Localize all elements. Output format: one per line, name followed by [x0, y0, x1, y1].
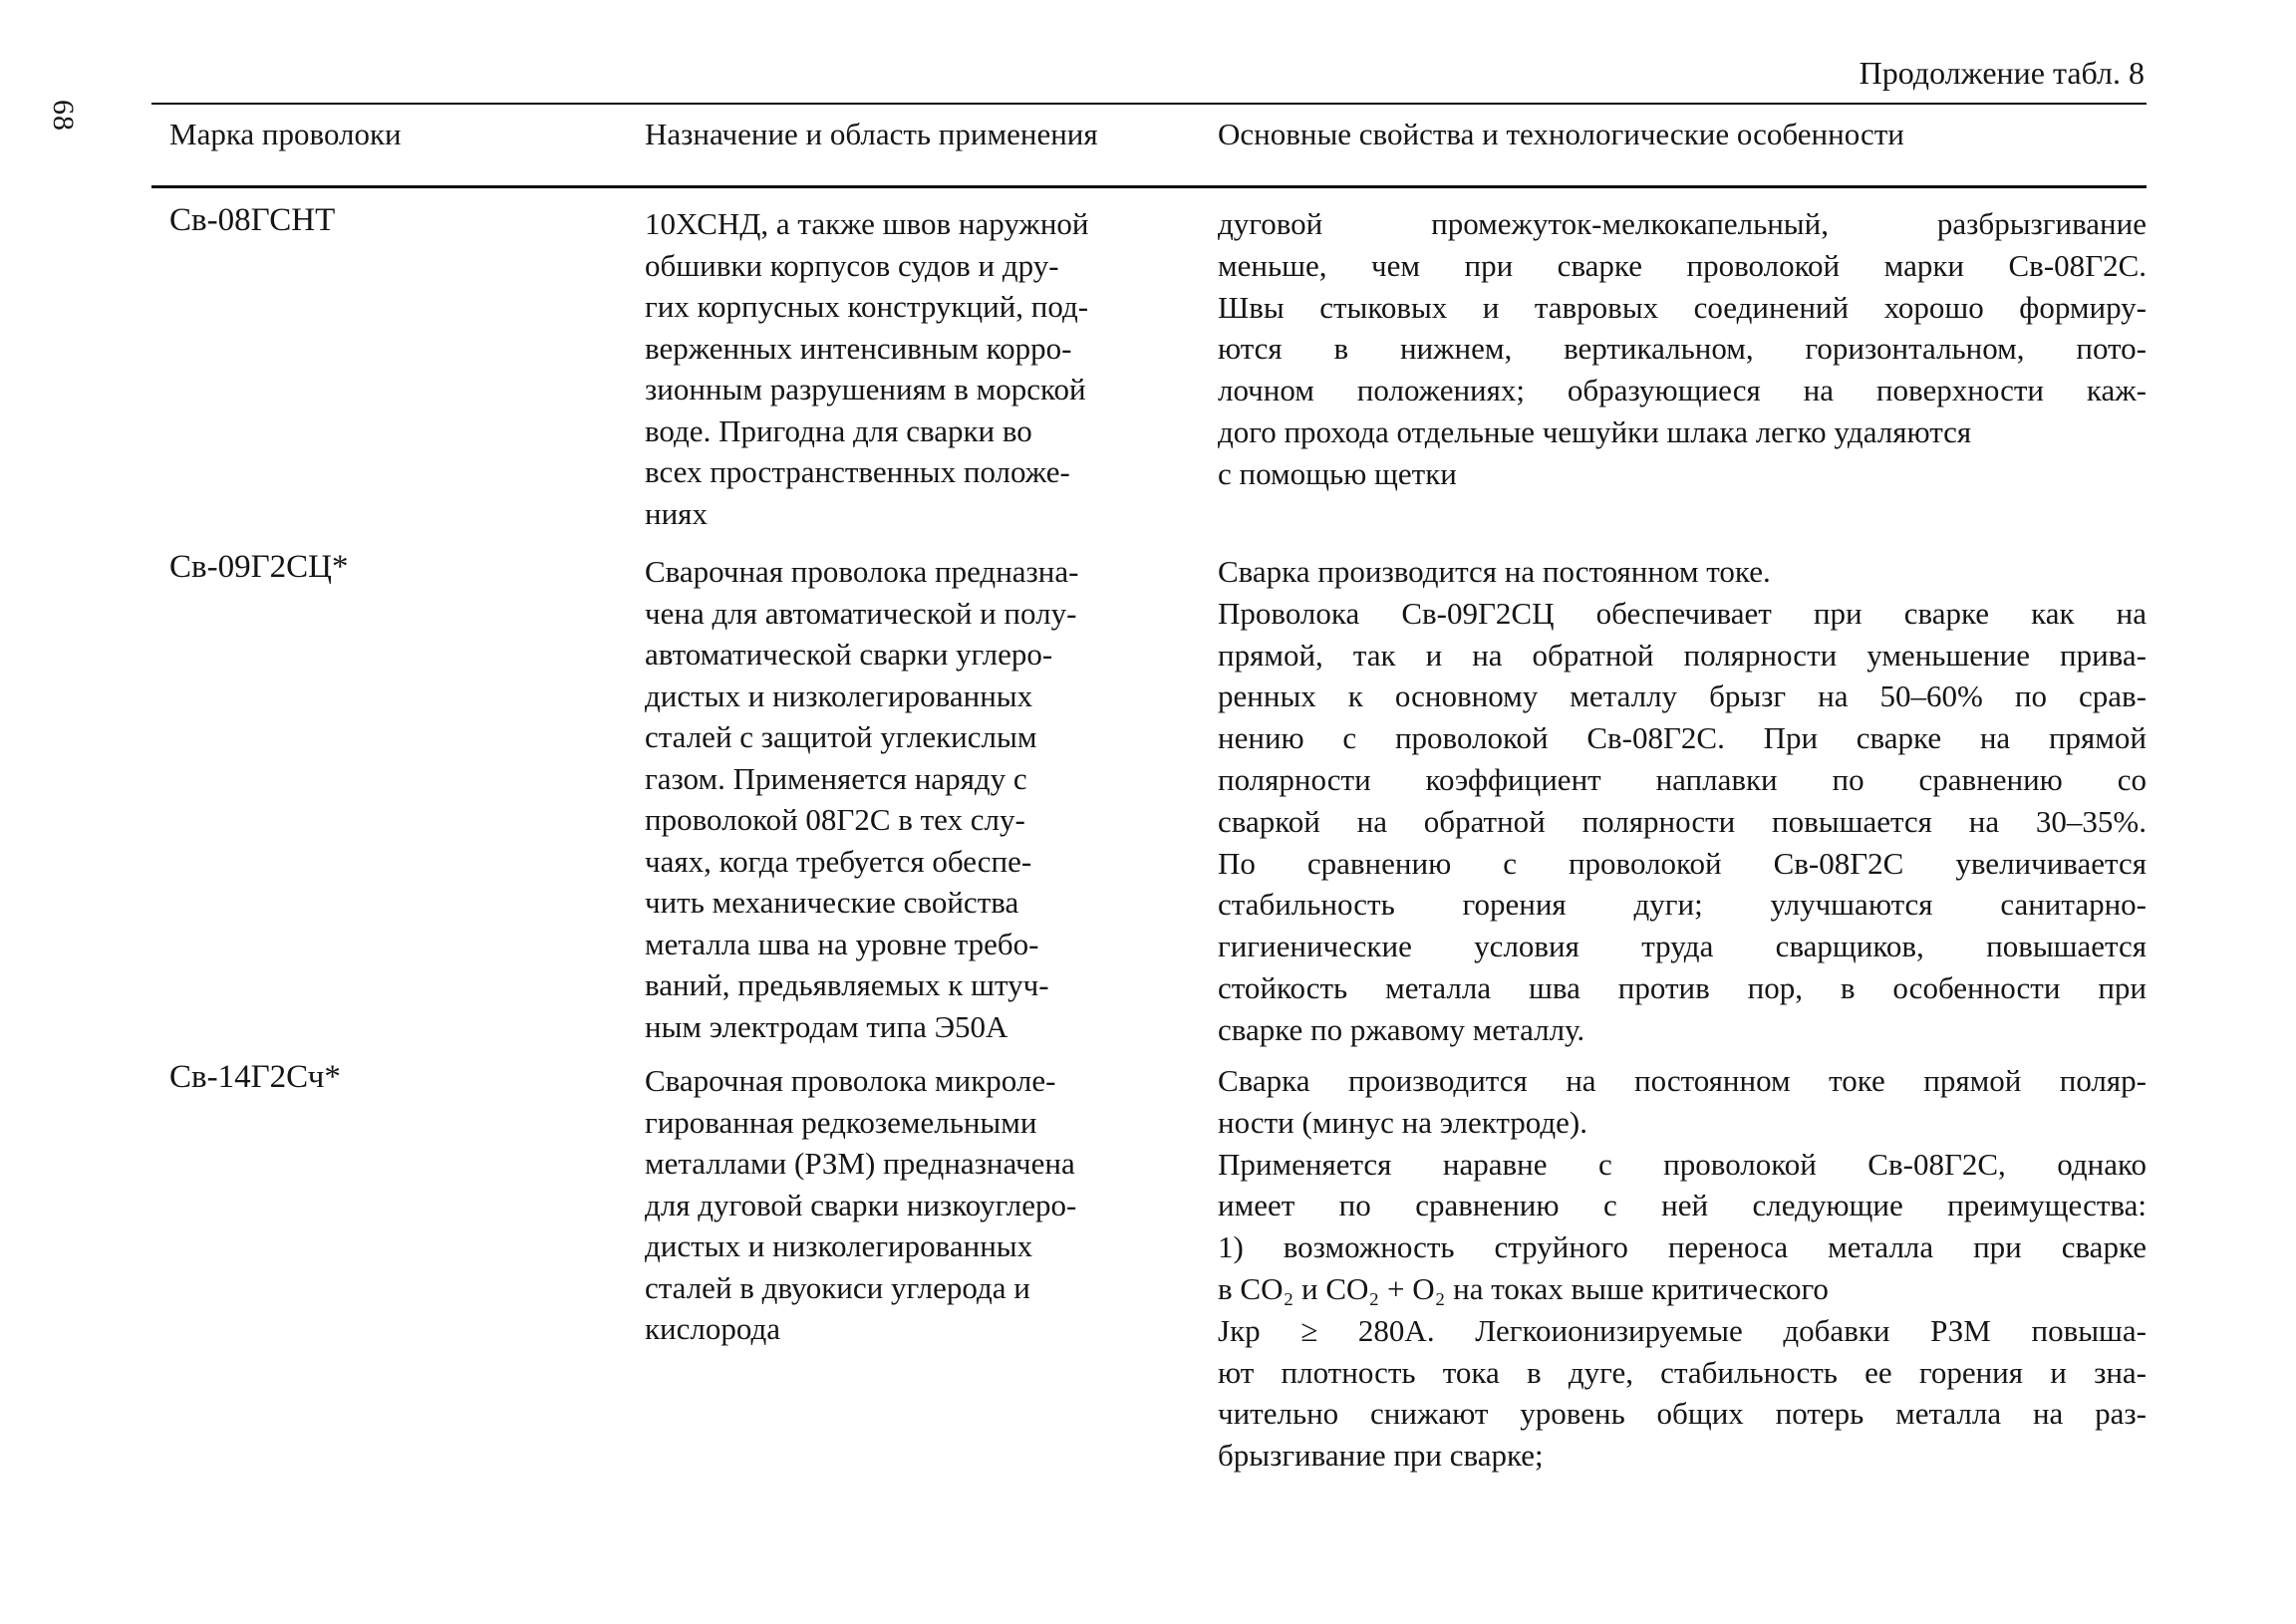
row-3-purpose	[645, 1060, 1203, 1350]
purpose-line: зионным разрушениям в морской	[645, 372, 1086, 406]
page-number: 68	[47, 100, 80, 132]
row-3-mark: Св-14Г2Сч*	[169, 1059, 341, 1095]
purpose-line: кислорода	[645, 1311, 781, 1346]
table-header-rule	[151, 185, 2147, 188]
purpose-line: обшивки корпусов судов и дру-	[645, 247, 1059, 283]
property-line: ют плотность тока в дуге, стабильность ее горения и зна-	[1218, 1354, 2147, 1390]
property-line: в CO₂ и CO₂ + O₂ на токах выше критического	[1218, 1270, 1829, 1306]
row-1-properties	[1218, 203, 2147, 495]
property-line: гигиенические условия труда сварщиков, повышается	[1218, 929, 2147, 964]
purpose-line: чена для автоматической и полу-	[645, 595, 1077, 631]
purpose-line: сталей с защитой углекислым	[645, 719, 1037, 754]
row-1-mark: Св-08ГСНТ	[169, 202, 336, 238]
property-line: Сварка производится на постоянном токе прямой поляр-	[1218, 1063, 2147, 1098]
property-line: По сравнению с проволокой Св-08Г2С увеличивается	[1218, 845, 2147, 881]
purpose-line: ваний, предьявляемых к штуч-	[645, 967, 1049, 1002]
property-line: Сварка производится на постоянном токе.	[1218, 554, 1771, 589]
purpose-line: сталей в двуокиси углерода и	[645, 1269, 1030, 1305]
purpose-line: 10ХСНД, а также швов наружной	[645, 206, 1089, 241]
row-1-purpose	[645, 203, 1203, 534]
purpose-line: дистых и низколегированных	[645, 1228, 1033, 1263]
property-line: ренных к основному металлу брызг на 50–60% по срав-	[1218, 678, 2147, 714]
property-line: сварке по ржавому металлу.	[1218, 1011, 1585, 1047]
purpose-line: металлами (РЗМ) предназначена	[645, 1146, 1075, 1181]
property-line: с помощью щетки	[1218, 455, 1457, 491]
purpose-line: Сварочная проволока предназна-	[645, 554, 1079, 589]
table-continuation-label: Продолжение табл. 8	[1859, 55, 2145, 91]
header-mark: Марка проволоки	[169, 117, 402, 151]
purpose-line: чаях, когда требуется обеспе-	[645, 843, 1032, 879]
purpose-line: чить механические свойства	[645, 885, 1019, 920]
header-properties: Основные свойства и технологические особенности	[1218, 117, 1904, 151]
table-top-rule	[151, 103, 2147, 105]
row-2-mark: Св-09Г2СЦ*	[169, 549, 349, 585]
row-3-properties	[1218, 1060, 2147, 1477]
property-line: 1) возможность струйного переноса металла при сварке	[1218, 1229, 2147, 1265]
header-purpose: Назначение и область применения	[645, 117, 1098, 151]
property-line: чительно снижают уровень общих потерь металла на раз-	[1218, 1396, 2147, 1432]
purpose-line: гих корпусных конструкций, под-	[645, 289, 1089, 324]
purpose-line: воде. Пригодна для сварки во	[645, 412, 1032, 448]
property-line: сваркой на обратной полярности повышается на 30–35%.	[1218, 803, 2147, 839]
property-line: нению с проволокой Св-08Г2С. При сварке на прямой	[1218, 720, 2147, 756]
property-line: Jкр ≥ 280А. Легкоионизируемые добавки РЗМ повыша-	[1218, 1312, 2147, 1348]
purpose-line: автоматической сварки углеро-	[645, 637, 1053, 672]
property-line: стабильность горения дуги; улучшаются санитарно-	[1218, 887, 2147, 923]
property-line: ности (минус на электроде).	[1218, 1104, 1588, 1140]
row-2-purpose	[645, 551, 1203, 1047]
purpose-line: верженных интенсивным корро-	[645, 330, 1072, 366]
purpose-line: газом. Применяется наряду с	[645, 760, 1027, 796]
purpose-line: всех пространственных положе-	[645, 454, 1070, 489]
property-line: Проволока Св-09Г2СЦ обеспечивает при сварке как на	[1218, 595, 2147, 631]
purpose-line: Сварочная проволока микроле-	[645, 1063, 1056, 1098]
purpose-line: гированная редкоземельными	[645, 1104, 1037, 1140]
property-line: дого прохода отдельные чешуйки шлака легко удаляются	[1218, 413, 1972, 449]
purpose-line: ным электродам типа Э50А	[645, 1008, 1008, 1044]
purpose-line: ниях	[645, 495, 708, 531]
property-line: дуговой промежуток-мелкокапельный, разбрызгивание	[1218, 206, 2147, 241]
property-line: стойкость металла шва против пор, в особенности при	[1218, 969, 2147, 1005]
property-line: полярности коэффициент наплавки по сравнению со	[1218, 761, 2147, 797]
property-line: брызгивание при сварке;	[1218, 1438, 1544, 1474]
purpose-line: металла шва на уровне требо-	[645, 926, 1039, 961]
property-line: прямой, так и на обратной полярности уменьшение прива-	[1218, 637, 2147, 673]
purpose-line: дистых и низколегированных	[645, 677, 1033, 713]
purpose-line: для дуговой сварки низкоуглеро-	[645, 1187, 1077, 1222]
property-line: лочном положениях; образующиеся на поверхности каж-	[1218, 373, 2147, 408]
property-line: ются в нижнем, вертикальном, горизонтальном, пото-	[1218, 331, 2147, 367]
row-2-properties	[1218, 551, 2147, 1051]
property-line: меньше, чем при сварке проволокой марки Св-08Г2С.	[1218, 247, 2147, 283]
property-line: Применяется наравне с проволокой Св-08Г2С, однако	[1218, 1146, 2147, 1182]
purpose-line: проволокой 08Г2С в тех слу-	[645, 802, 1025, 837]
property-line: Швы стыковых и тавровых соединений хорошо формиру-	[1218, 289, 2147, 325]
property-line: имеет по сравнению с ней следующие преимущества:	[1218, 1188, 2147, 1223]
